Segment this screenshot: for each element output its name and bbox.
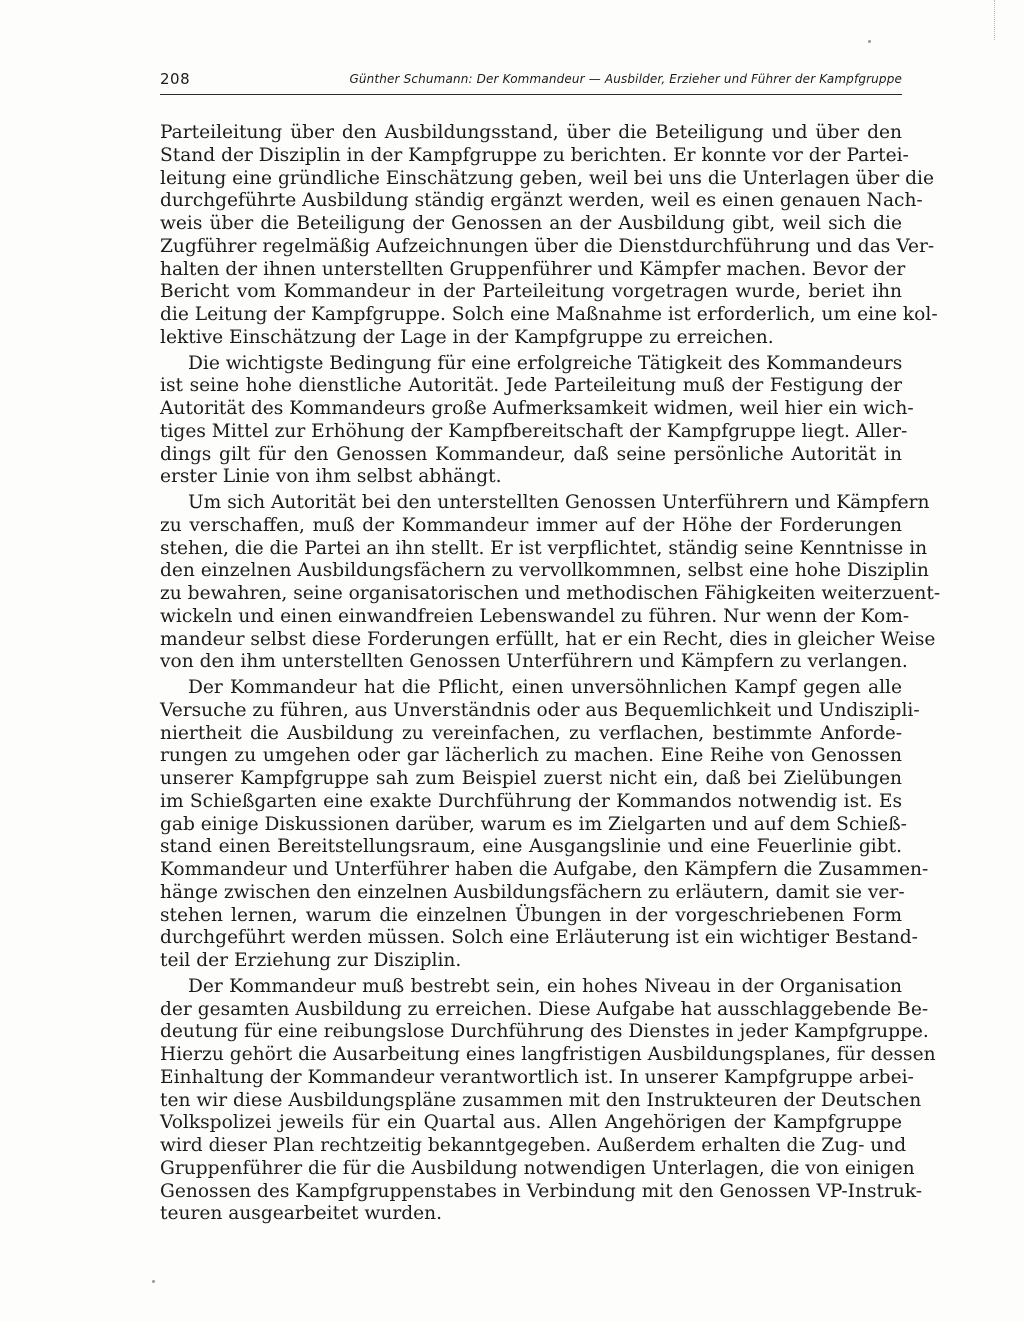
text-line: durchgeführt werden müssen. Solch eine Erläuterung ist ein wichtiger Bestand-	[160, 927, 918, 949]
running-head: Günther Schumann: Der Kommandeur — Ausbilder, Erzieher und Führer der Kampfgruppe	[349, 72, 902, 86]
paragraph-2	[160, 352, 914, 490]
body-text	[160, 122, 941, 1229]
text-line: Parteileitung über den Ausbildungsstand, über die Beteiligung und über den	[160, 122, 902, 143]
speck	[152, 1280, 155, 1283]
text-line: dings gilt für den Genossen Kommandeur, daß seine persönliche Autorität in	[160, 443, 902, 465]
text-line: gab einige Diskussionen darüber, warum es im Zielgarten und auf dem Schieß-	[160, 813, 907, 835]
text-line: zu bewahren, seine organisatorischen und methodischen Fähigkeiten weiterzuent-	[160, 583, 941, 604]
text-line: stehen, die die Partei an ihn stellt. Er ist verpflichtet, ständig seine Kenntnisse in	[160, 537, 928, 559]
speck	[868, 40, 871, 43]
text-line: halten der ihnen unterstellten Gruppenführer und Kämpfer machen. Bevor der	[160, 258, 906, 280]
text-line: teil der Erziehung zur Disziplin.	[160, 950, 462, 971]
text-line: Der Kommandeur muß bestrebt sein, ein hohes Niveau in der Organisation	[188, 975, 902, 997]
text-line: Volkspolizei jeweils für ein Quartal aus. Allen Angehörigen der Kampfgruppe	[160, 1112, 902, 1134]
text-line: Versuche zu führen, aus Unverständnis oder aus Bequemlichkeit und Undiszipli-	[160, 699, 920, 721]
text-line: Zugführer regelmäßig Aufzeichnungen über die Dienstdurchführung und das Ver-	[160, 235, 935, 257]
text-line: wickeln und einen einwandfreien Lebenswandel zu führen. Nur wenn der Kom-	[160, 605, 910, 627]
text-line: weis über die Beteiligung der Genossen an der Ausbildung gibt, weil sich die	[160, 213, 902, 234]
text-line: teuren ausgearbeitet wurden.	[160, 1203, 442, 1225]
text-line: Der Kommandeur hat die Pflicht, einen unversöhnlichen Kampf gegen alle	[188, 677, 902, 698]
page-header	[160, 70, 902, 95]
page-number: 208	[160, 70, 191, 88]
text-line: Die wichtigste Bedingung für eine erfolgreiche Tätigkeit des Kommandeurs	[188, 352, 903, 374]
paragraph-5	[160, 975, 936, 1226]
text-line: rungen zu umgehen oder gar lächerlich zu machen. Eine Reihe von Genossen	[160, 745, 902, 767]
text-line: Stand der Disziplin in der Kampfgruppe zu berichten. Er konnte vor der Partei-	[160, 144, 909, 166]
text-line: die Leitung der Kampfgruppe. Solch eine Maßnahme ist erforderlich, um eine kol-	[160, 304, 938, 325]
text-line: erster Linie von ihm selbst abhängt.	[160, 466, 502, 488]
text-line: lektive Einschätzung der Lage in der Kampfgruppe zu erreichen.	[160, 326, 774, 348]
text-line: wird dieser Plan rechtzeitig bekanntgegeben. Außerdem erhalten die Zug- und	[160, 1135, 907, 1156]
text-line: deutung für eine reibungslose Durchführung des Dienstes in jeder Kampfgruppe.	[160, 1021, 929, 1043]
text-line: durchgeführte Ausbildung ständig ergänzt werden, weil es einen genauen Nach-	[160, 190, 923, 212]
paragraph-1	[160, 122, 938, 350]
text-line: der gesamten Ausbildung zu erreichen. Diese Aufgabe hat ausschlaggebende Be-	[160, 998, 929, 1020]
text-line: im Schießgarten eine exakte Durchführung der Kommandos notwendig ist. Es	[160, 790, 902, 812]
text-line: niertheit die Ausbildung zu vereinfachen, zu verflachen, bestimmte Anforde-	[160, 722, 902, 744]
text-line: den einzelnen Ausbildungsfächern zu vervollkommnen, selbst eine hohe Disziplin	[160, 560, 929, 582]
text-line: tiges Mittel zur Erhöhung der Kampfbereitschaft der Kampfgruppe liegt. Aller-	[160, 420, 908, 442]
text-line: zu verschaffen, muß der Kommandeur immer auf der Höhe der Forderungen	[160, 514, 902, 536]
text-line: mandeur selbst diese Forderungen erfüllt, hat er ein Recht, dies in gleicher Weise	[160, 628, 936, 650]
text-line: ist seine hohe dienstliche Autorität. Jede Parteileitung muß der Festigung der	[160, 375, 902, 397]
text-line: Bericht vom Kommandeur in der Parteileitung vorgetragen wurde, beriet ihn	[160, 281, 902, 303]
text-line: unserer Kampfgruppe sah zum Beispiel zuerst nicht ein, daß bei Zielübungen	[160, 768, 902, 789]
text-line: hänge zwischen den einzelnen Ausbildungsfächern zu erläutern, damit sie ver-	[160, 881, 905, 903]
text-line: von den ihm unterstellten Genossen Unterführern und Kämpfern zu verlangen.	[160, 651, 908, 673]
text-line: stand einen Bereitstellungsraum, eine Ausgangslinie und eine Feuerlinie gibt.	[160, 836, 902, 858]
text-line: Genossen des Kampfgruppenstabes in Verbindung mit den Genossen VP-Instruk-	[160, 1180, 923, 1202]
text-line: Gruppenführer die für die Ausbildung notwendigen Unterlagen, die von einigen	[160, 1157, 915, 1179]
margin-mark	[994, 0, 1007, 40]
paragraph-4	[160, 677, 929, 973]
text-line: stehen lernen, warum die einzelnen Übungen in der vorgeschriebenen Form	[160, 904, 902, 926]
text-line: Autorität des Kommandeurs große Aufmerksamkeit widmen, weil hier ein wich-	[160, 398, 914, 419]
paragraph-3	[160, 492, 941, 674]
text-line: ten wir diese Ausbildungspläne zusammen mit den Instrukteuren der Deutschen	[160, 1089, 922, 1111]
text-line: Hierzu gehört die Ausarbeitung eines langfristigen Ausbildungsplanes, für dessen	[160, 1044, 936, 1065]
text-line: Um sich Autorität bei den unterstellten Genossen Unterführern und Kämpfern	[188, 492, 930, 513]
text-line: Einhaltung der Kommandeur verantwortlich ist. In unserer Kampfgruppe arbei-	[160, 1066, 914, 1088]
text-line: leitung eine gründliche Einschätzung geben, weil bei uns die Unterlagen über die	[160, 167, 934, 189]
text-line: Kommandeur und Unterführer haben die Aufgabe, den Kämpfern die Zusammen-	[160, 859, 929, 880]
